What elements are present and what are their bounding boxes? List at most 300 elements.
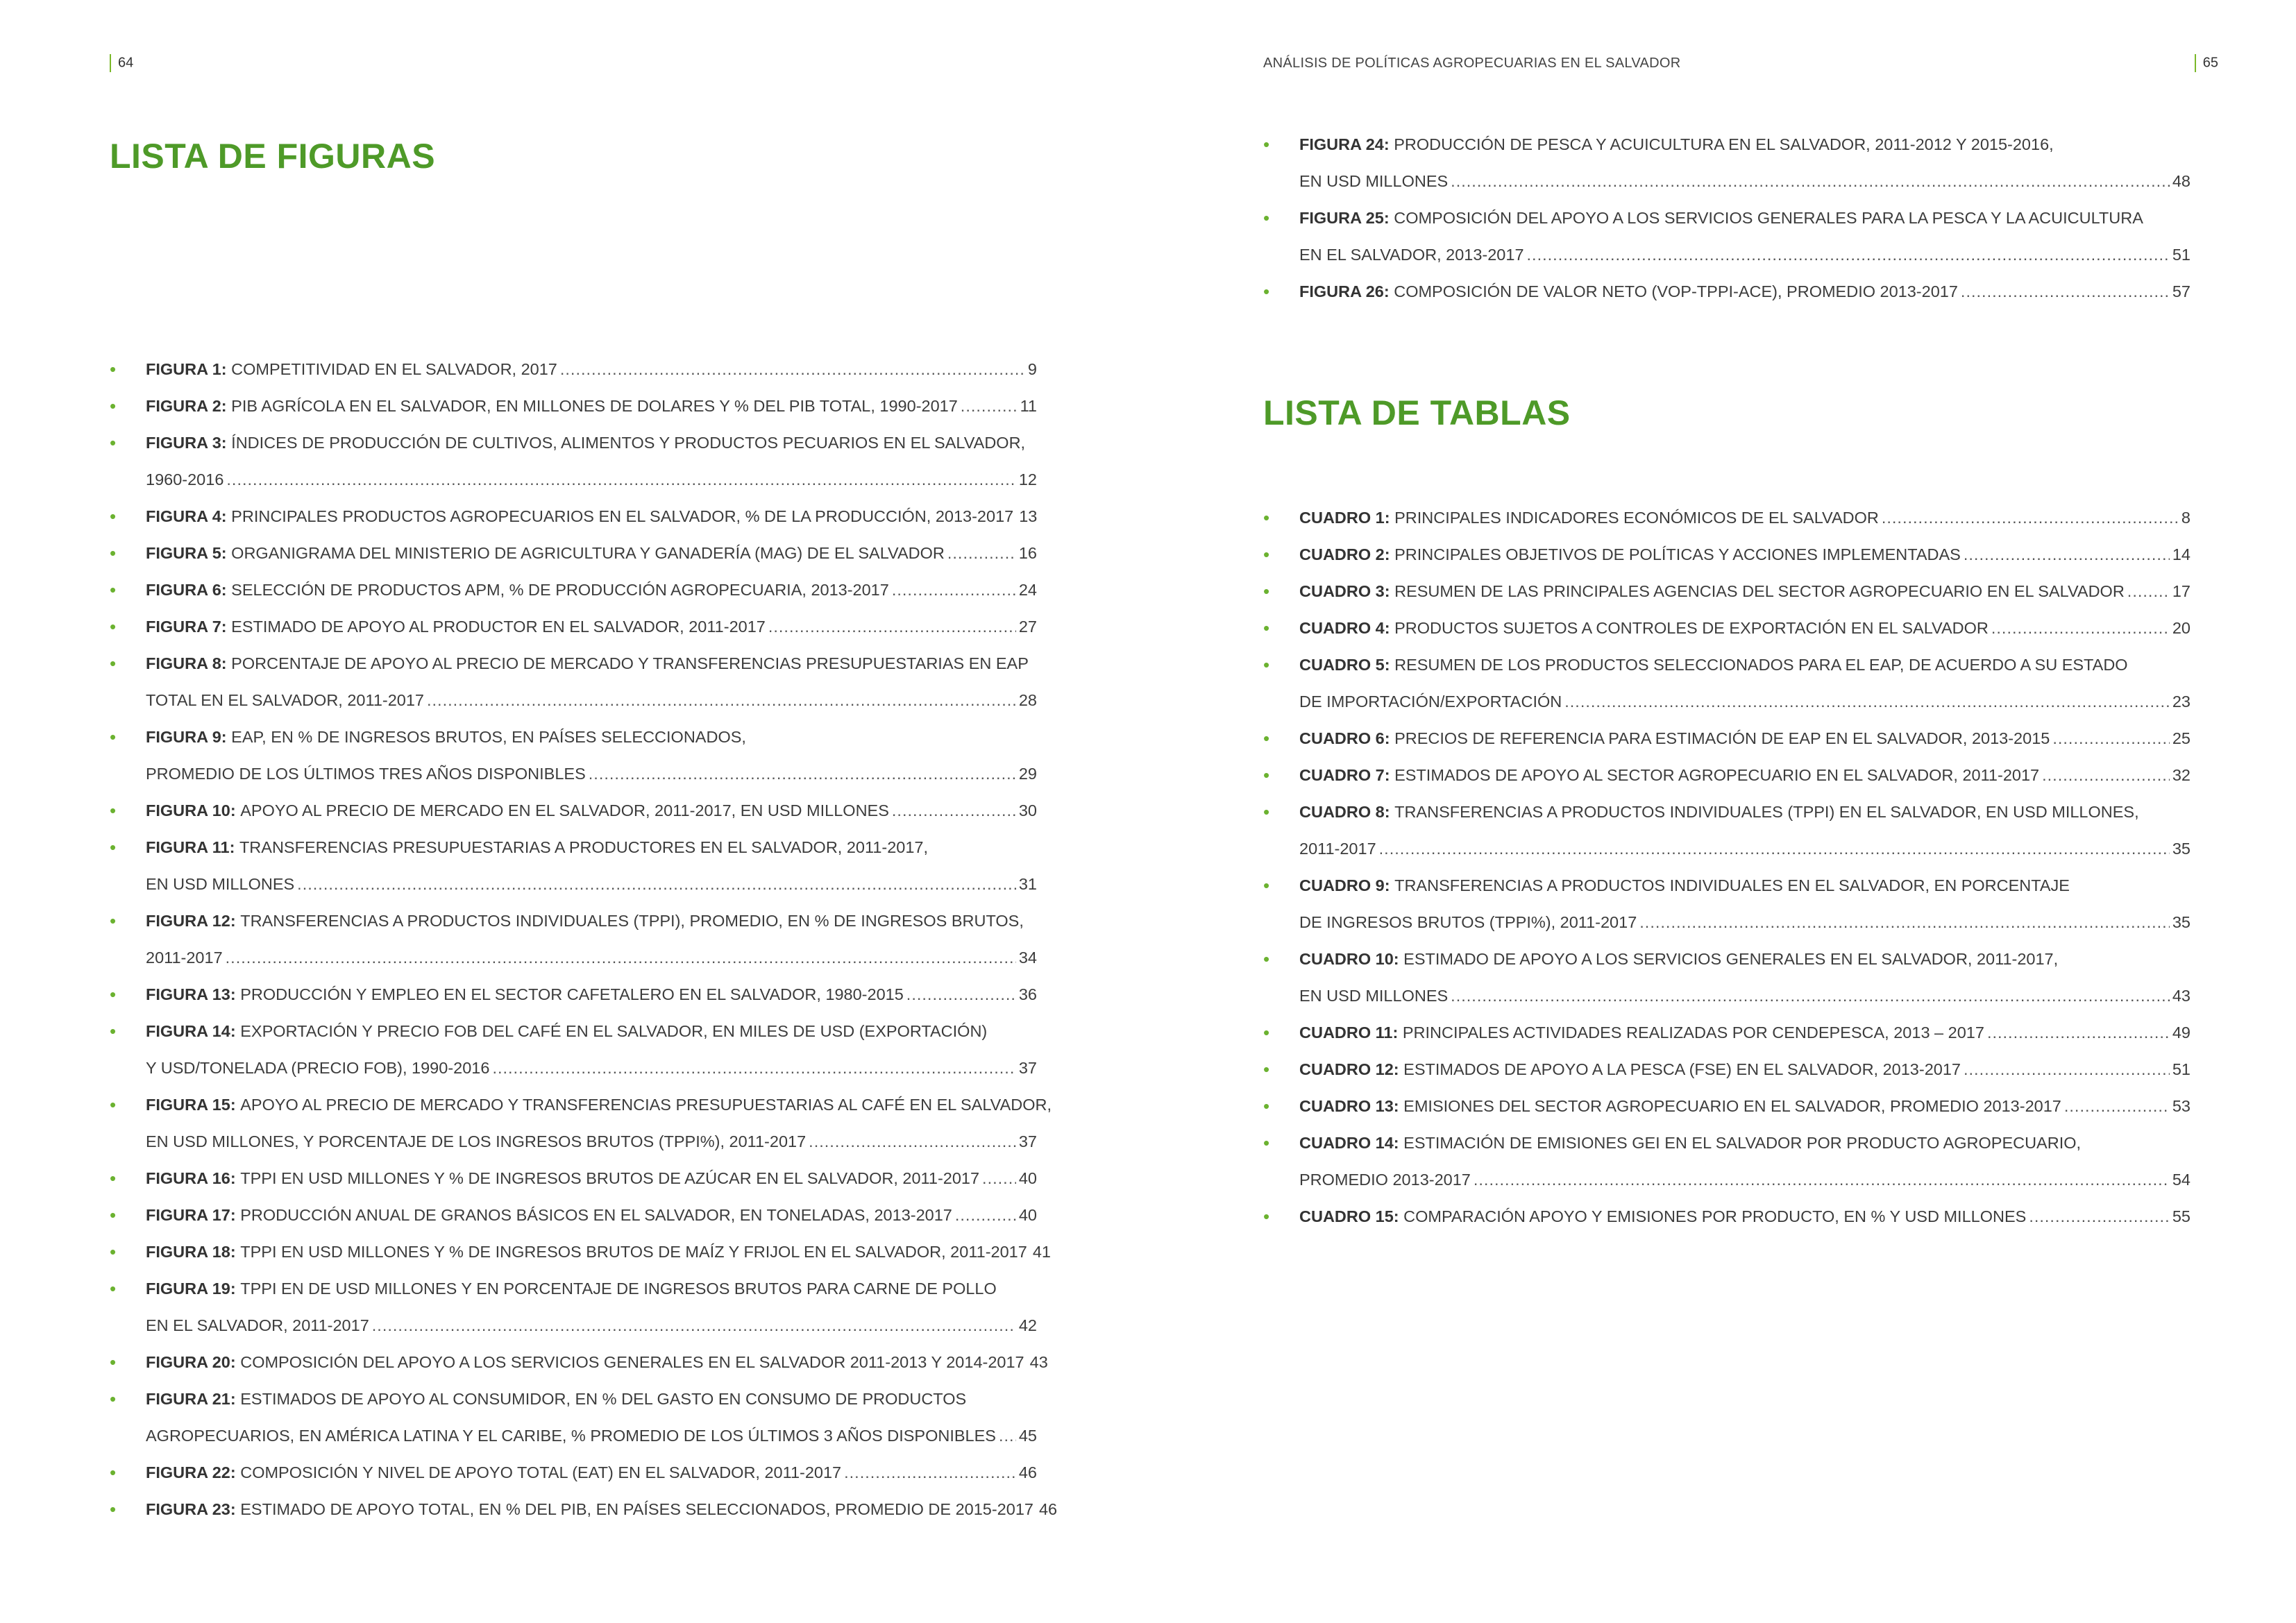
toc-page-number: 40 [1018,1169,1037,1187]
toc-entry-title: ESTIMADO DE APOYO A LOS SERVICIOS GENERALES EN EL SALVADOR, 2011-2017, [1403,950,2059,968]
toc-entry-title: PRODUCCIÓN ANUAL DE GRANOS BÁSICOS EN EL SALVADOR, EN TONELADAS, 2013-2017 [240,1206,952,1224]
toc-entry-title: PRODUCTOS SUJETOS A CONTROLES DE EXPORTACIÓN EN EL SALVADOR [1394,619,1989,637]
toc-entry-text [146,792,889,829]
bullet-icon: • [110,432,117,453]
toc-entry-text [146,1096,1052,1114]
bullet-icon: • [110,1352,117,1373]
toc-entry[interactable] [1263,536,2191,573]
bullet-icon: • [1263,801,1270,822]
toc-entry-label: CUADRO 10: [1299,950,1404,968]
toc-entry-title: RESUMEN DE LOS PRODUCTOS SELECCIONADOS PARA EL EAP, DE ACUERDO A SU ESTADO [1394,656,2128,674]
toc-entry-text [146,1050,489,1087]
toc-entry-label: FIGURA 18: [146,1243,241,1261]
toc-entry-text [1299,904,1637,941]
toc-line [146,1160,1037,1197]
toc-entry-text [146,1418,996,1454]
toc-entry[interactable] [1263,610,2191,647]
toc-entry-label: CUADRO 13: [1299,1097,1404,1115]
toc-page-number: 40 [1018,1206,1037,1224]
toc-entry[interactable] [1263,1088,2191,1125]
dot-leader [2064,1088,2170,1125]
figures-continued-list [1263,126,2191,310]
dot-leader [955,1197,1016,1234]
toc-entry-label: CUADRO 8: [1299,803,1395,821]
toc-page-number: 12 [1018,470,1037,488]
toc-entry[interactable] [1263,573,2191,610]
toc-entry-text [146,838,928,856]
toc-entry[interactable] [110,976,1037,1013]
bullet-icon: • [110,837,117,858]
toc-line [146,1381,1037,1418]
toc-entry[interactable] [110,388,1037,425]
toc-entry[interactable] [1263,273,2191,310]
toc-entry-label: FIGURA 25: [1299,209,1394,227]
dot-leader [1451,163,2170,200]
toc-entry-text [146,682,424,719]
dot-leader [1964,536,2170,573]
toc-line [1299,831,2191,867]
toc-line [146,461,1037,498]
figures-heading: LISTA DE FIGURAS [110,137,436,176]
toc-entry-text [146,1390,966,1408]
toc-entry-text [1299,950,2058,968]
bullet-icon: • [110,1168,117,1189]
toc-entry-text [146,1307,369,1344]
toc-entry-title: PRINCIPALES ACTIVIDADES REALIZADAS POR CENDEPESCA, 2013 – 2017 [1402,1023,1984,1042]
toc-line [146,645,1037,682]
toc-entry-title: EN EL SALVADOR, 2011-2017 [146,1316,369,1334]
bullet-icon: • [110,800,117,821]
toc-entry-text [1299,683,1562,720]
toc-page-number: 46 [1018,1463,1037,1481]
toc-entry-title: ÍNDICES DE PRODUCCIÓN DE CULTIVOS, ALIMENTOS Y PRODUCTOS PECUARIOS EN EL SALVADOR, [231,434,1026,452]
toc-entry-label: CUADRO 14: [1299,1134,1404,1152]
toc-entry[interactable] [1263,200,2191,273]
toc-page-number: 28 [1018,691,1037,709]
toc-entry-title: TRANSFERENCIAS A PRODUCTOS INDIVIDUALES (TPPI), PROMEDIO, EN % DE INGRESOS BRUTOS, [240,912,1024,930]
bullet-icon: • [110,396,117,416]
toc-entry-title: PRODUCCIÓN Y EMPLEO EN EL SECTOR CAFETALERO EN EL SALVADOR, 1980-2015 [240,985,904,1003]
page-number-rule [2195,54,2196,72]
bullet-icon: • [110,616,117,637]
toc-entry-text [1299,1014,1984,1051]
figures-list [110,351,1058,1528]
toc-entry-text [146,1344,1024,1381]
toc-entry-label: FIGURA 7: [146,618,232,636]
bullet-icon: • [110,1278,117,1299]
toc-entry-text [146,940,223,976]
bullet-icon: • [110,1388,117,1409]
toc-entry-label: FIGURA 3: [146,434,232,452]
dot-leader [372,1307,1016,1344]
toc-entry[interactable] [1263,1051,2191,1088]
toc-entry-title: ESTIMADOS DE APOYO A LA PESCA (FSE) EN EL SALVADOR, 2013-2017 [1403,1060,1961,1078]
dot-leader [809,1123,1016,1160]
bullet-icon: • [1263,544,1270,565]
toc-entry-text [146,756,586,792]
toc-entry[interactable] [110,535,1037,572]
dot-leader [2052,720,2170,757]
toc-entry-label: FIGURA 9: [146,728,232,746]
bullet-icon: • [1263,1206,1270,1227]
toc-entry-text [146,654,1029,672]
toc-entry[interactable] [110,1271,1037,1344]
toc-entry-title: 1960-2016 [146,470,224,488]
toc-line [1299,794,2191,831]
dot-leader [427,682,1016,719]
toc-entry-label: FIGURA 20: [146,1353,241,1371]
dot-leader [492,1050,1015,1087]
page-number-right: 65 [2188,54,2218,72]
toc-entry[interactable] [1263,757,2191,794]
toc-entry-title: TPPI EN DE USD MILLONES Y EN PORCENTAJE DE INGRESOS BRUTOS PARA CARNE DE POLLO [240,1280,997,1298]
toc-line [1299,610,2191,647]
dot-leader [2029,1198,2170,1235]
toc-line [1299,941,2191,978]
toc-entry-label: FIGURA 22: [146,1463,241,1481]
toc-entry-label: FIGURA 4: [146,507,232,525]
dot-leader [297,866,1016,903]
bullet-icon: • [1263,875,1270,896]
toc-line [146,756,1037,792]
toc-line [146,976,1037,1013]
toc-entry[interactable] [1263,867,2191,941]
toc-page-number: 43 [2172,987,2191,1005]
toc-entry-label: FIGURA 14: [146,1022,241,1040]
toc-entry-label: FIGURA 2: [146,397,232,415]
toc-line [1299,683,2191,720]
toc-entry-label: CUADRO 11: [1299,1023,1403,1042]
bullet-icon: • [110,910,117,931]
bullet-icon: • [1263,581,1270,602]
toc-line [1299,904,2191,941]
toc-entry-title: TRANSFERENCIAS PRESUPUESTARIAS A PRODUCTORES EN EL SALVADOR, 2011-2017, [239,838,929,856]
dot-leader [768,609,1016,645]
toc-entry[interactable] [110,498,1037,535]
toc-entry-text [1299,237,1524,273]
toc-entry-title: EMISIONES DEL SECTOR AGROPECUARIO EN EL SALVADOR, PROMEDIO 2013-2017 [1403,1097,2061,1115]
toc-entry-title: EN USD MILLONES [146,875,295,893]
toc-page-number: 25 [2172,729,2191,747]
toc-entry[interactable] [110,1087,1052,1160]
dot-leader [226,461,1015,498]
bullet-icon: • [110,726,117,747]
toc-entry-text [146,728,746,746]
toc-entry-title: PRINCIPALES OBJETIVOS DE POLÍTICAS Y ACCIONES IMPLEMENTADAS [1394,545,1961,563]
toc-entry-label: FIGURA 17: [146,1206,241,1224]
bullet-icon: • [1263,134,1270,155]
bullet-icon: • [110,1462,117,1483]
toc-line [146,866,1037,903]
toc-entry-text [146,866,294,903]
toc-entry-text [1299,273,1958,310]
toc-entry-label: CUADRO 5: [1299,656,1395,674]
toc-entry-title: PROMEDIO 2013-2017 [1299,1171,1471,1189]
toc-entry[interactable] [1263,1125,2191,1198]
toc-entry-label: CUADRO 9: [1299,876,1395,894]
toc-entry-title: TRANSFERENCIAS A PRODUCTOS INDIVIDUALES EN EL SALVADOR, EN PORCENTAJE [1394,876,2070,894]
bullet-icon: • [1263,207,1270,228]
bullet-icon: • [110,1205,117,1225]
toc-line [146,829,1037,866]
toc-line [146,1491,1058,1528]
toc-page-number: 57 [2172,282,2191,300]
bullet-icon: • [1263,618,1270,638]
toc-entry[interactable] [110,1381,1037,1454]
toc-entry-label: CUADRO 15: [1299,1207,1404,1225]
toc-page-number: 41 [1032,1243,1051,1261]
right-page [1148,0,2296,1623]
toc-line [146,1013,1037,1050]
bullet-icon: • [110,1499,117,1520]
toc-line [146,1050,1037,1087]
toc-entry[interactable] [110,645,1037,719]
toc-page-number: 34 [1018,949,1037,967]
toc-entry-title: PRINCIPALES PRODUCTOS AGROPECUARIOS EN EL SALVADOR, % DE LA PRODUCCIÓN, 2013-2017 [231,507,1014,525]
dot-leader [1964,1051,2170,1088]
toc-entry-title: EN USD MILLONES, Y PORCENTAJE DE LOS INGRESOS BRUTOS (TPPI%), 2011-2017 [146,1132,807,1150]
toc-page-number: 11 [1020,397,1037,415]
toc-page-number: 29 [1018,765,1037,783]
toc-entry-title: TRANSFERENCIAS A PRODUCTOS INDIVIDUALES (TPPI) EN EL SALVADOR, EN USD MILLONES, [1394,803,2139,821]
toc-entry[interactable] [1263,1014,2191,1051]
toc-entry-title: APOYO AL PRECIO DE MERCADO Y TRANSFERENCIAS PRESUPUESTARIAS AL CAFÉ EN EL SALVADOR, [240,1096,1052,1114]
running-header: ANÁLISIS DE POLÍTICAS AGROPECUARIAS EN EL SALVADOR [1263,56,1681,71]
toc-line [1299,647,2191,683]
toc-entry-title: APOYO AL PRECIO DE MERCADO EN EL SALVADOR, 2011-2017, EN USD MILLONES [240,801,889,819]
toc-entry-text [1299,610,1989,647]
toc-entry[interactable] [1263,647,2191,720]
toc-page-number: 17 [2172,582,2191,600]
toc-entry-text [1299,573,2125,610]
dot-leader [2127,573,2170,610]
bullet-icon: • [1263,654,1270,675]
toc-page-number: 9 [1027,360,1037,378]
toc-entry-text [1299,163,1448,200]
bullet-icon: • [1263,1132,1270,1153]
toc-entry-label: FIGURA 5: [146,544,232,562]
toc-entry[interactable] [110,1454,1037,1491]
toc-page-number: 48 [2172,172,2191,190]
toc-entry-text [146,1197,952,1234]
dot-leader [999,1418,1016,1454]
bullet-icon: • [1263,765,1270,785]
toc-line [146,1454,1037,1491]
toc-line [1299,867,2191,904]
toc-page-number: 24 [1018,581,1037,599]
toc-entry-title: COMPOSICIÓN DEL APOYO A LOS SERVICIOS GENERALES EN EL SALVADOR 2011-2013 Y 2014-2017 [240,1353,1024,1371]
bullet-icon: • [1263,728,1270,749]
toc-page-number: 45 [1018,1427,1037,1445]
toc-entry-title: EN USD MILLONES [1299,987,1449,1005]
toc-entry-title: PRODUCCIÓN DE PESCA Y ACUICULTURA EN EL SALVADOR, 2011-2012 Y 2015-2016, [1394,135,2054,153]
dot-leader [589,756,1016,792]
dot-leader [982,1160,1016,1197]
toc-entry[interactable] [110,1013,1037,1087]
toc-entry-title: DE IMPORTACIÓN/EXPORTACIÓN [1299,692,1562,711]
toc-page-number: 43 [1029,1353,1048,1371]
toc-entry-text [146,351,557,388]
dot-leader [1379,831,2170,867]
toc-entry[interactable] [110,1344,1048,1381]
toc-entry[interactable] [1263,500,2191,536]
toc-entry-title: 2011-2017 [1299,840,1376,858]
toc-line [1299,1088,2191,1125]
toc-entry[interactable] [110,792,1037,829]
toc-entry-title: EAP, EN % DE INGRESOS BRUTOS, EN PAÍSES SELECCIONADOS, [231,728,746,746]
toc-entry-text [146,461,223,498]
toc-entry-label: CUADRO 1: [1299,509,1395,527]
toc-entry-title: Y USD/TONELADA (PRECIO FOB), 1990-2016 [146,1059,490,1077]
toc-entry-title: TPPI EN USD MILLONES Y % DE INGRESOS BRUTOS DE AZÚCAR EN EL SALVADOR, 2011-2017 [240,1169,980,1187]
bullet-icon: • [110,506,117,527]
toc-line [1299,720,2191,757]
bullet-icon: • [1263,1096,1270,1116]
toc-line [1299,1125,2191,1162]
toc-entry-label: FIGURA 1: [146,360,232,378]
toc-entry-text [146,1123,806,1160]
toc-entry-label: CUADRO 7: [1299,766,1395,784]
toc-entry-text [1299,1162,1471,1198]
toc-entry-text [146,609,766,645]
toc-line [146,498,1037,535]
toc-entry[interactable] [1263,126,2191,200]
toc-page-number: 42 [1018,1316,1037,1334]
toc-entry-title: PORCENTAJE DE APOYO AL PRECIO DE MERCADO Y TRANSFERENCIAS PRESUPUESTARIAS EN EAP [231,654,1029,672]
toc-entry-text [146,1022,987,1040]
toc-entry-title: COMPOSICIÓN DEL APOYO A LOS SERVICIOS GENERALES PARA LA PESCA Y LA ACUICULTURA [1394,209,2143,227]
toc-line [146,1197,1037,1234]
bullet-icon: • [1263,1022,1270,1043]
toc-entry-text [146,572,889,609]
toc-entry-label: CUADRO 12: [1299,1060,1404,1078]
toc-line [1299,536,2191,573]
toc-line [146,682,1037,719]
toc-entry-title: ESTIMADOS DE APOYO AL SECTOR AGROPECUARIO EN EL SALVADOR, 2011-2017 [1394,766,2040,784]
toc-page-number: 37 [1018,1132,1037,1150]
dot-leader [1961,273,2170,310]
toc-entry-text [1299,803,2139,821]
toc-line [146,1123,1037,1160]
toc-page-number: 30 [1018,801,1037,819]
toc-line [1299,200,2191,237]
toc-line [146,535,1037,572]
toc-entry-text [146,498,1013,535]
toc-line [1299,1198,2191,1235]
dot-leader [844,1454,1016,1491]
toc-entry-text [1299,757,2039,794]
toc-entry[interactable] [110,903,1037,976]
toc-entry-title: DE INGRESOS BRUTOS (TPPI%), 2011-2017 [1299,913,1637,931]
toc-entry-label: FIGURA 15: [146,1096,241,1114]
toc-entry[interactable] [110,609,1037,645]
toc-entry-text [1299,978,1448,1014]
bullet-icon: • [110,359,117,380]
toc-entry-title: ESTIMADO DE APOYO TOTAL, EN % DEL PIB, EN PAÍSES SELECCIONADOS, PROMEDIO DE 2015-2017 [240,1500,1033,1518]
toc-page-number: 51 [2172,1060,2191,1078]
toc-entry-title: PRECIOS DE REFERENCIA PARA ESTIMACIÓN DE EAP EN EL SALVADOR, 2013-2015 [1394,729,2050,747]
toc-line [146,1087,1052,1123]
toc-page-number: 13 [1019,507,1038,525]
toc-entry-title: COMPOSICIÓN DE VALOR NETO (VOP-TPPI-ACE), PROMEDIO 2013-2017 [1394,282,1958,300]
toc-entry-title: PRINCIPALES INDICADORES ECONÓMICOS DE EL SALVADOR [1394,509,1879,527]
toc-line [146,1344,1048,1381]
toc-entry[interactable] [110,1491,1058,1528]
toc-entry[interactable] [110,351,1037,388]
toc-entry-text [146,976,904,1013]
toc-entry-label: FIGURA 11: [146,838,239,856]
toc-page-number: 8 [2181,509,2191,527]
toc-entry-text [146,1234,1027,1271]
toc-entry-title: 2011-2017 [146,949,223,967]
bullet-icon: • [1263,949,1270,969]
bullet-icon: • [110,1241,117,1262]
toc-entry-text [1299,1134,2081,1152]
toc-page-number: 54 [2172,1171,2191,1189]
bullet-icon: • [110,579,117,600]
toc-entry[interactable] [110,425,1037,498]
toc-entry[interactable] [110,572,1037,609]
dot-leader [1882,500,2179,536]
toc-entry[interactable] [110,1197,1037,1234]
toc-entry-label: FIGURA 12: [146,912,241,930]
toc-entry[interactable] [110,1234,1051,1271]
toc-line [146,609,1037,645]
dot-leader [1987,1014,2170,1051]
toc-entry-title: SELECCIÓN DE PRODUCTOS APM, % DE PRODUCCIÓN AGROPECUARIA, 2013-2017 [231,581,889,599]
toc-line [1299,500,2191,536]
toc-page-number: 31 [1018,875,1037,893]
toc-entry-text [1299,500,1879,536]
toc-entry-text [1299,209,2143,227]
toc-entry[interactable] [110,1160,1037,1197]
dot-leader [1474,1162,2170,1198]
toc-entry-title: EN USD MILLONES [1299,172,1449,190]
toc-entry[interactable] [1263,794,2191,867]
toc-entry[interactable] [1263,1198,2191,1235]
toc-entry[interactable] [110,829,1037,903]
toc-line [146,388,1037,425]
toc-line [1299,237,2191,273]
toc-entry[interactable] [110,719,1037,792]
toc-entry-text [146,535,945,572]
bullet-icon: • [1263,507,1270,528]
toc-line [1299,273,2191,310]
toc-page-number: 37 [1018,1059,1037,1077]
toc-line [1299,126,2191,163]
toc-entry-title: EN EL SALVADOR, 2013-2017 [1299,246,1524,264]
dot-leader [947,535,1016,572]
toc-entry-text [1299,1198,2026,1235]
toc-entry-title: COMPETITIVIDAD EN EL SALVADOR, 2017 [231,360,557,378]
toc-entry[interactable] [1263,720,2191,757]
toc-line [1299,1051,2191,1088]
toc-entry-text [1299,536,1961,573]
toc-page-number: 32 [2172,766,2191,784]
toc-line [1299,1014,2191,1051]
toc-entry-title: PROMEDIO DE LOS ÚLTIMOS TRES AÑOS DISPONIBLES [146,765,586,783]
dot-leader [560,351,1025,388]
toc-entry[interactable] [1263,941,2191,1014]
toc-entry-title: ESTIMADO DE APOYO AL PRODUCTOR EN EL SALVADOR, 2011-2017 [231,618,766,636]
page-number-left: 64 [103,54,133,72]
toc-entry-label: CUADRO 4: [1299,619,1395,637]
toc-page-number: 23 [2172,692,2191,711]
toc-entry-label: FIGURA 23: [146,1500,241,1518]
dot-leader [1639,904,2170,941]
toc-entry-text [1299,1088,2061,1125]
toc-entry-text [1299,1051,1961,1088]
